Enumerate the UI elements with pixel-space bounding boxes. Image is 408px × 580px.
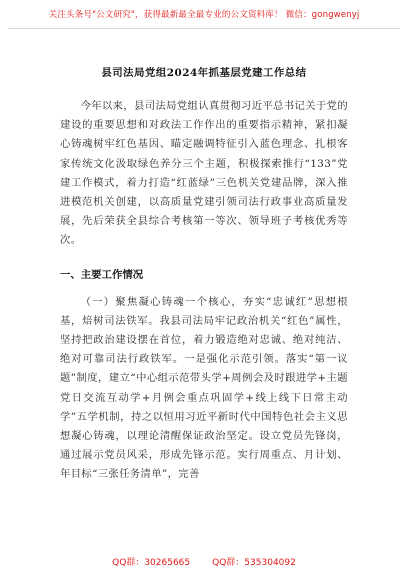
- section-paragraph: （一）聚焦凝心铸魂一个核心，夯实“忠诚红”思想根基，焙树司法铁军。我县司法局牢记政治机关“红色”属性，坚持把政治建设摆在首位，着力锻造绝对忠诚、绝对纯洁、绝对可靠司法行政铁军。一是强化示范引领。落实“第一议题”制度，建立“中心组示范带头学+周例会及时跟进学+主题党日交流互动学+月例会重点巩固学+线上线下日常主动学”五学机制，持之以恒用习近平新时代中国特色社会主义思想凝心铸魂，以理论清醒保证政治坚定。设立党员先锋岗，通过展示党员风采，形成先锋示范。实行周重点、月计划、年目标“三张任务清单”，完善: [60, 295, 348, 481]
- header-divider: [8, 28, 400, 29]
- document-title: 县司法局党组2024年抓基层党建工作总结: [101, 67, 307, 79]
- footer-contact: [0, 555, 408, 568]
- footer-qq-group-1: QQ群：30265665: [112, 558, 191, 568]
- section-heading: 一、主要工作情况: [60, 268, 144, 281]
- footer-qq-group-2: QQ群：535304092: [212, 558, 296, 568]
- header-banner: 关注头条号"公文研究"，获得最新最全最专业的公文资料库！ 微信：gongwenyj: [48, 10, 360, 20]
- document-body: [60, 64, 348, 485]
- intro-paragraph: 今年以来，县司法局党组认真贯彻习近平总书记关于党的建设的重要思想和对政法工作作出的重要指示精神，紧扣凝心铸魂树牢红色基因、瞄定融调特征引入蓝色理念、扎根客家传统文化汲取绿色养分三个主题，积极探索推行“133”党建工作模式，着力打造“红蓝绿”三色机关党建品牌，深入推进模范机关创建，以高质量党建引领司法行政事业高质量发展，先后荣获全县综合考核第一等次、领导班子考核优秀等次。: [60, 100, 349, 247]
